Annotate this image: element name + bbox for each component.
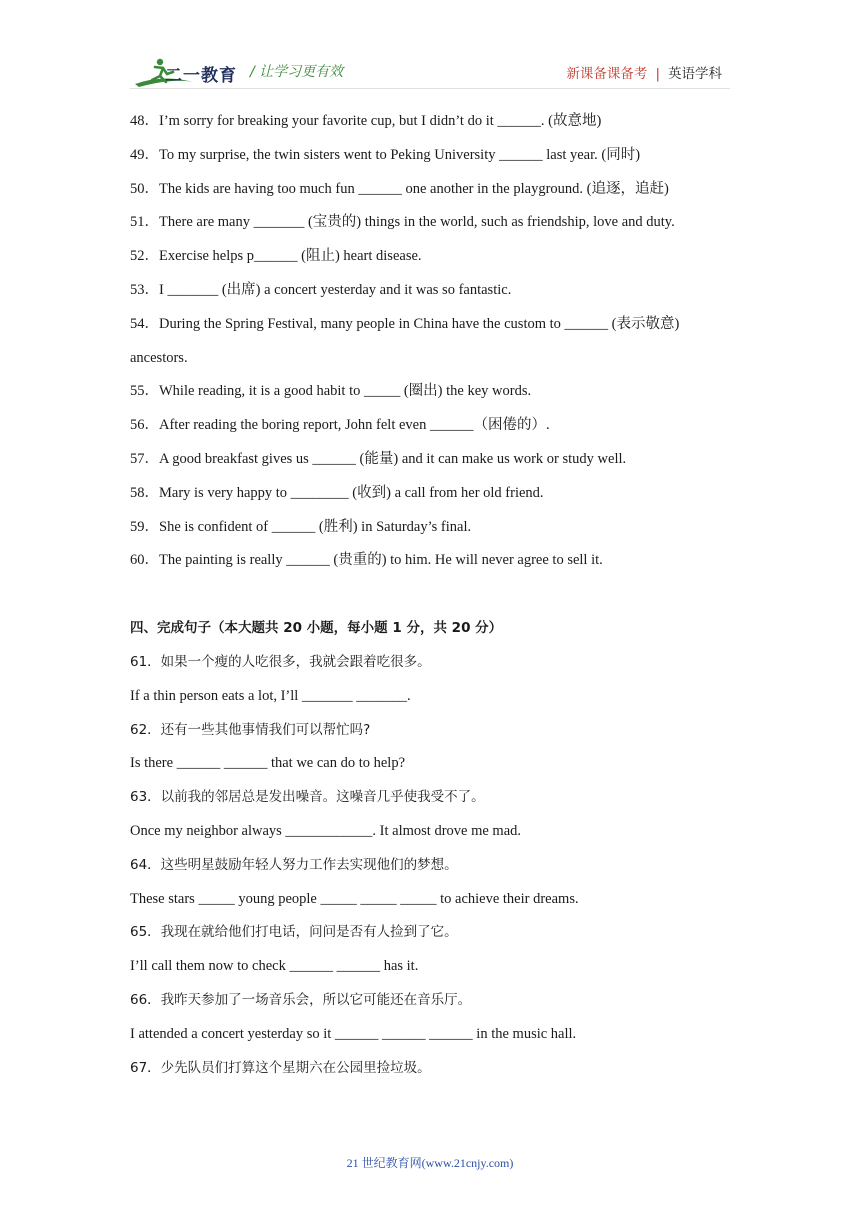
question-64-chinese: 64．这些明星鼓励年轻人努力工作去实现他们的梦想。: [130, 856, 458, 873]
question-62-english: Is there ______ ______ that we can do to help?: [130, 755, 406, 772]
question-66-chinese: 66．我昨天参加了一场音乐会，所以它可能还在音乐厅。: [130, 991, 472, 1008]
question-62-chinese: 62．还有一些其他事情我们可以帮忙吗?: [130, 721, 371, 738]
question-61-english: If a thin person eats a lot, I’ll _______ _______.: [130, 687, 411, 704]
worksheet-content: [130, 108, 730, 1088]
question-58: 58．Mary is very happy to ________ (收到) a call from her old friend.: [130, 484, 544, 501]
question-55: 55．While reading, it is a good habit to _____ (圈出) the key words.: [130, 383, 532, 400]
header-label-subject: 英语学科: [668, 66, 722, 82]
question-56: 56．After reading the boring report, John felt even ______（困倦的）.: [130, 417, 550, 434]
question-65-english: I’ll call them now to check ______ ______ has it.: [130, 958, 419, 975]
question-54: 54．During the Spring Festival, many people in China have the custom to ______ (表示敬意): [130, 315, 680, 332]
question-52: 52．Exercise helps p______ (阻止) heart disease.: [130, 248, 422, 265]
question-64-english: These stars _____ young people _____ _____ _____ to achieve their dreams.: [130, 890, 579, 907]
question-65-chinese: 65．我现在就给他们打电话，问问是否有人捡到了它。: [130, 924, 458, 941]
question-53: 53．I _______ (出席) a concert yesterday and it was so fantastic.: [130, 281, 512, 298]
question-57: 57．A good breakfast gives us ______ (能量) and it can make us work or study well.: [130, 450, 627, 467]
header-separator: |: [655, 66, 660, 82]
header-label-prep: 新课备课备考: [566, 66, 648, 82]
page-header: [0, 0, 860, 100]
question-60: 60．The painting is really ______ (贵重的) to him. He will never agree to sell it.: [130, 552, 603, 569]
brand-slogan: / 让学习更有效: [250, 64, 344, 80]
question-49: 49．To my surprise, the twin sisters went to Peking University ______ last year. (同时): [130, 146, 641, 163]
header-divider: [130, 88, 730, 89]
footer-source-link[interactable]: 21 世纪教育网(www.21cnjy.com): [346, 1156, 514, 1170]
question-54-continued: ancestors.: [130, 349, 188, 366]
question-67-chinese: 67．少先队员们打算这个星期六在公园里捡垃圾。: [130, 1059, 431, 1076]
header-right-labels: [566, 62, 722, 82]
question-51: 51．There are many _______ (宝贵的) things in the world, such as friendship, love and duty.: [130, 214, 675, 231]
brand-name: 二一教育: [165, 66, 237, 86]
question-59: 59．She is confident of ______ (胜利) in Saturday’s final.: [130, 518, 472, 535]
question-50: 50．The kids are having too much fun ______ one another in the playground. (追逐，追赶): [130, 180, 669, 197]
question-66-english: I attended a concert yesterday so it ______ ______ ______ in the music hall.: [130, 1025, 577, 1042]
question-61-chinese: 61．如果一个瘦的人吃很多，我就会跟着吃很多。: [130, 653, 431, 670]
question-48: 48．I’m sorry for breaking your favorite cup, but I didn’t do it ______. (故意地): [130, 113, 602, 129]
question-63-chinese: 63．以前我的邻居总是发出噪音。这噪音几乎使我受不了。: [130, 789, 485, 806]
question-63-english: Once my neighbor always ____________. It almost drove me mad.: [130, 822, 522, 839]
section-4-title: 四、完成句子（本大题共 20 小题，每小题 1 分，共 20 分）: [130, 620, 503, 637]
